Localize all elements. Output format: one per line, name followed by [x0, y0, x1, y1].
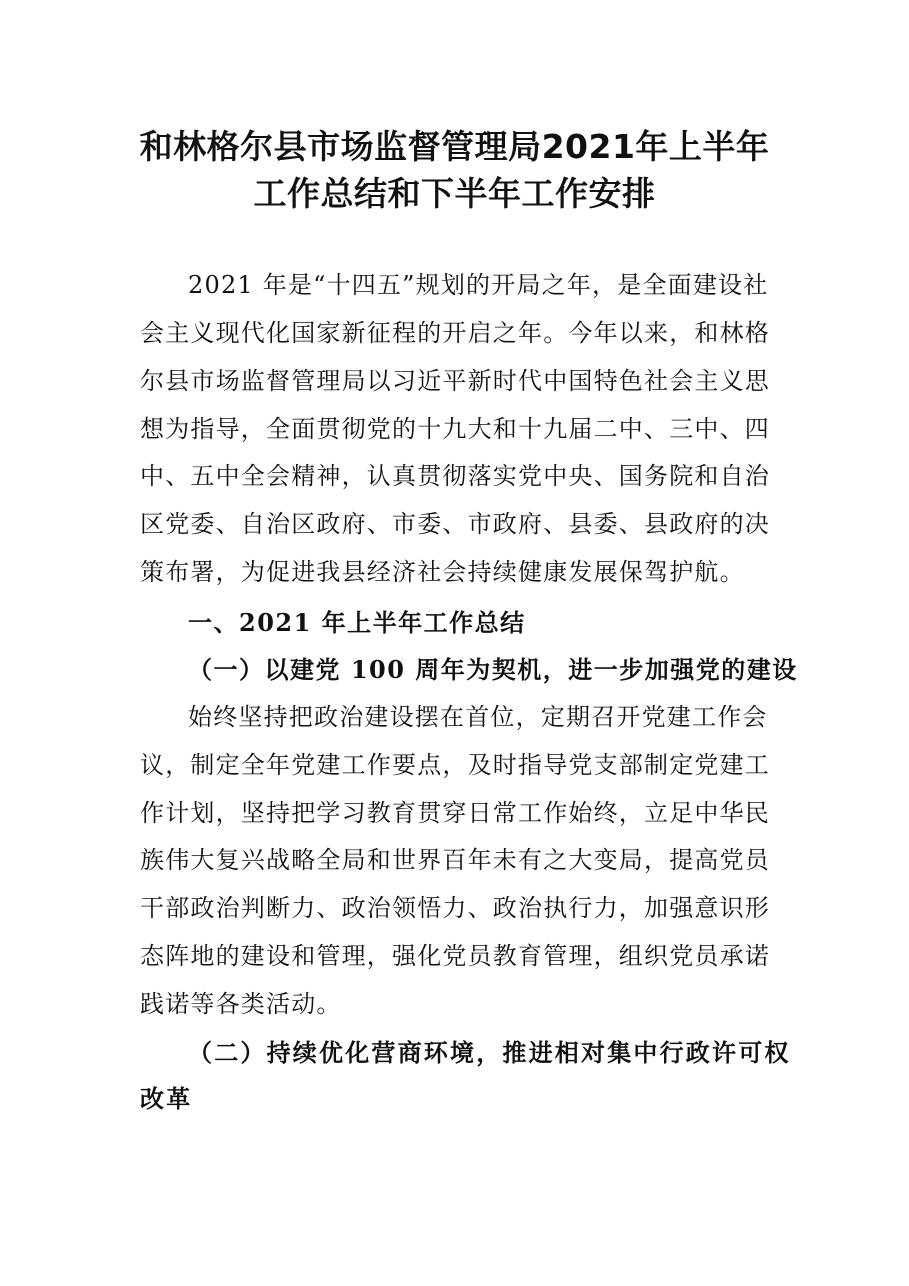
- intro-line: 2021 年是“十四五”规划的开局之年，是全面建设社: [188, 271, 769, 299]
- intro-line: 策布署，为促进我县经济社会持续健康发展保驾护航。: [140, 558, 745, 586]
- intro-line: 区党委、自治区政府、市委、市政府、县委、县政府的决: [140, 510, 770, 538]
- paragraph-line: 族伟大复兴战略全局和世界百年未有之大变局，提高党员: [140, 846, 770, 874]
- intro-line: 尔县市场监督管理局以习近平新时代中国特色社会主义思: [140, 367, 770, 395]
- section-heading: 一、2021 年上半年工作总结: [188, 608, 526, 637]
- document-title-line-2: 工作总结和下半年工作安排: [253, 174, 656, 213]
- paragraph-line: 干部政治判断力、政治领悟力、政治执行力，加强意识形: [140, 894, 770, 922]
- subsection-heading: （一）以建党 100 周年为契机，进一步加强党的建设: [188, 655, 798, 684]
- paragraph-line: 议，制定全年党建工作要点，及时指导党支部制定党建工: [140, 751, 770, 779]
- paragraph-line: 作计划，坚持把学习教育贯穿日常工作始终，立足中华民: [140, 799, 770, 827]
- intro-line: 中、五中全会精神，认真贯彻落实党中央、国务院和自治: [140, 462, 770, 490]
- intro-line: 想为指导，全面贯彻党的十九大和十九届二中、三中、四: [140, 415, 770, 443]
- subsection-heading-continued: 改革: [140, 1084, 193, 1113]
- subsection-heading: （二）持续优化营商环境，推进相对集中行政许可权: [188, 1038, 791, 1067]
- paragraph-line: 践诺等各类活动。: [140, 990, 342, 1018]
- paragraph-line: 态阵地的建设和管理，强化党员教育管理，组织党员承诺: [140, 942, 770, 970]
- intro-line: 会主义现代化国家新征程的开启之年。今年以来，和林格: [140, 319, 770, 347]
- paragraph-line: 始终坚持把政治建设摆在首位，定期召开党建工作会: [188, 703, 768, 731]
- document-title-line-1: 和林格尔县市场监督管理局2021年上半年: [139, 127, 770, 166]
